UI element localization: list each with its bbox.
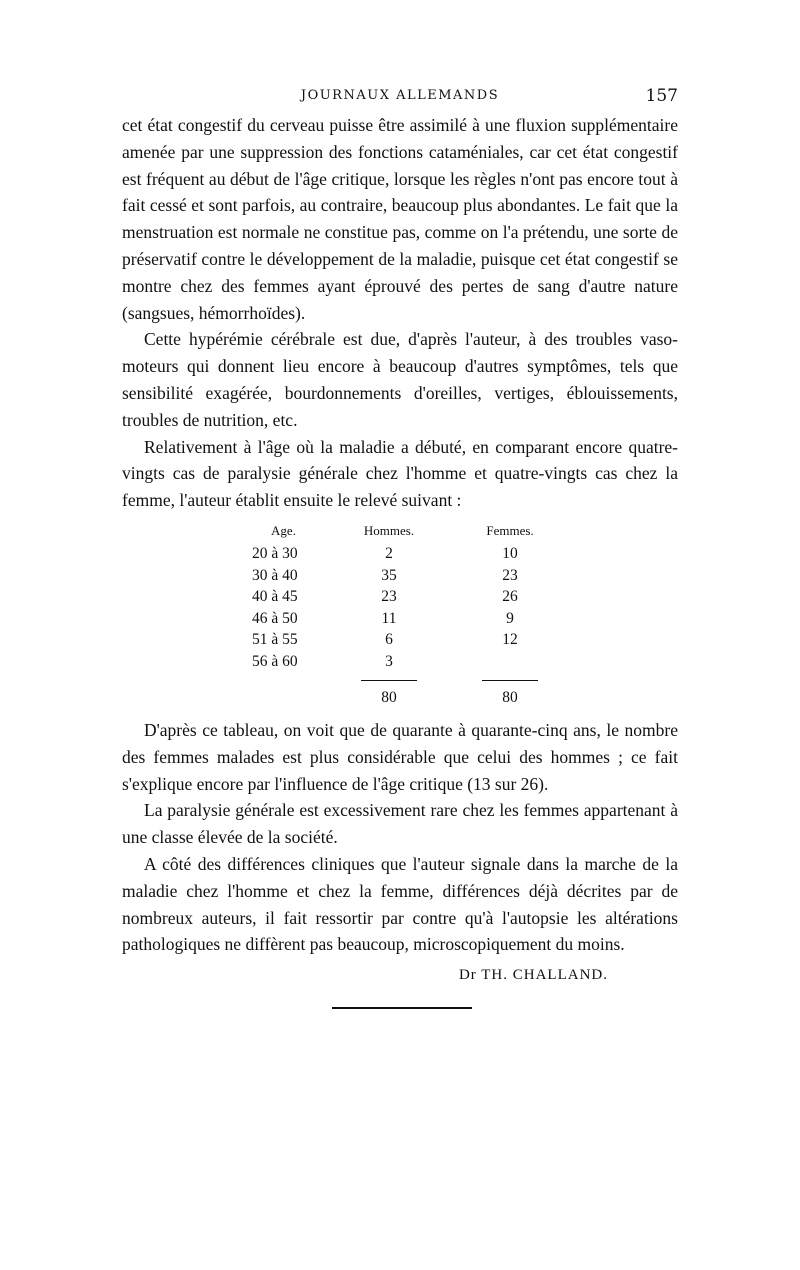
age-range: 46 à 50 (252, 609, 298, 627)
header-men: Hommes. (363, 522, 415, 538)
men-count: 11 (381, 609, 397, 627)
age-range: 40 à 45 (252, 588, 298, 606)
men-count: 23 (381, 588, 397, 606)
table-row (226, 565, 583, 587)
age-table (226, 520, 583, 709)
author-signature: Dr TH. CHALLAND. (458, 967, 608, 984)
paragraph-5: La paralysie générale est excessivement rare chez les femmes appartenant à une classe élevée de la société. (122, 800, 678, 848)
women-count: 12 (502, 631, 518, 649)
men-count: 2 (385, 545, 393, 563)
table-total-row (226, 672, 583, 709)
running-head-title: JOURNAUX ALLEMANDS (300, 88, 500, 103)
women-total-cell (437, 672, 583, 709)
age-range: 30 à 40 (252, 566, 298, 584)
paragraph-1: cet état congestif du cerveau puisse être assimilé à une fluxion supplémentaire amenée par une suppression des fonctions cataméniales, car cet état congestif est fréquent au début de l'âge critique, lorsque les règles n'ont pas encore tout à fait cessé et sont parfois, au contraire, beaucoup plus abondantes. Le fait que la menstruation est normale ne constitue pas, comme on l'a prétendu, une sorte de préservatif contre le développement de la maladie, puisque cet état congestif se montre chez des femmes ayant éprouvé des pertes de sang d'autre nature (sangsues, hémorrhoïdes). (122, 115, 678, 323)
body-text (122, 112, 678, 1009)
age-range: 51 à 55 (252, 631, 298, 649)
men-count: 3 (385, 652, 393, 670)
header-age: Age. (271, 522, 296, 538)
table-row (226, 651, 583, 673)
men-total: 80 (361, 680, 417, 709)
paragraph-4: D'après ce tableau, on voit que de quarante à quarante-cinq ans, le nombre des femmes malades est plus considérable que celui des hommes ; ce fait s'explique encore par l'influence de l'âge critique (13 sur 26). (122, 719, 678, 794)
closing-rule (332, 1007, 472, 1009)
running-head (122, 86, 678, 108)
men-count: 35 (381, 566, 397, 584)
total-spacer (226, 672, 341, 709)
men-total-cell (341, 672, 437, 709)
women-count (437, 651, 583, 673)
table-row (226, 586, 583, 608)
paragraph-6: A côté des différences cliniques que l'auteur signale dans la marche de la maladie chez l'homme et chez la femme, différences déjà décrites par de nombreux auteurs, il fait ressortir par contre qu'à l'autopsie les altérations pathologiques ne diffèrent pas beaucoup, microscopiquement du moins. (122, 853, 678, 955)
table-header-row (226, 520, 583, 544)
men-count: 6 (385, 631, 393, 649)
age-table-wrap (122, 520, 678, 709)
women-total: 80 (482, 680, 538, 709)
header-women: Femmes. (486, 522, 534, 538)
paragraph-3: Relativement à l'âge où la maladie a débuté, en comparant encore quatre-vingts cas de paralysie générale chez l'homme et quatre-vingts cas chez la femme, l'auteur établit ensuite le relevé suivant : (122, 436, 678, 511)
table-row (226, 543, 583, 565)
table-row (226, 608, 583, 630)
table-row (226, 629, 583, 651)
paragraph-2: Cette hypérémie cérébrale est due, d'après l'auteur, à des troubles vaso-moteurs qui donnent lieu encore à beaucoup d'autres symptômes, tels que sensibilité exagérée, bourdonnements d'oreilles, vertiges, éblouissements, troubles de nutrition, etc. (122, 329, 678, 430)
women-count: 10 (502, 545, 518, 563)
women-count: 26 (502, 588, 518, 606)
age-range: 56 à 60 (252, 652, 298, 670)
page-number: 157 (645, 86, 678, 106)
women-count: 9 (506, 609, 514, 627)
women-count: 23 (502, 566, 518, 584)
age-range: 20 à 30 (252, 545, 298, 563)
